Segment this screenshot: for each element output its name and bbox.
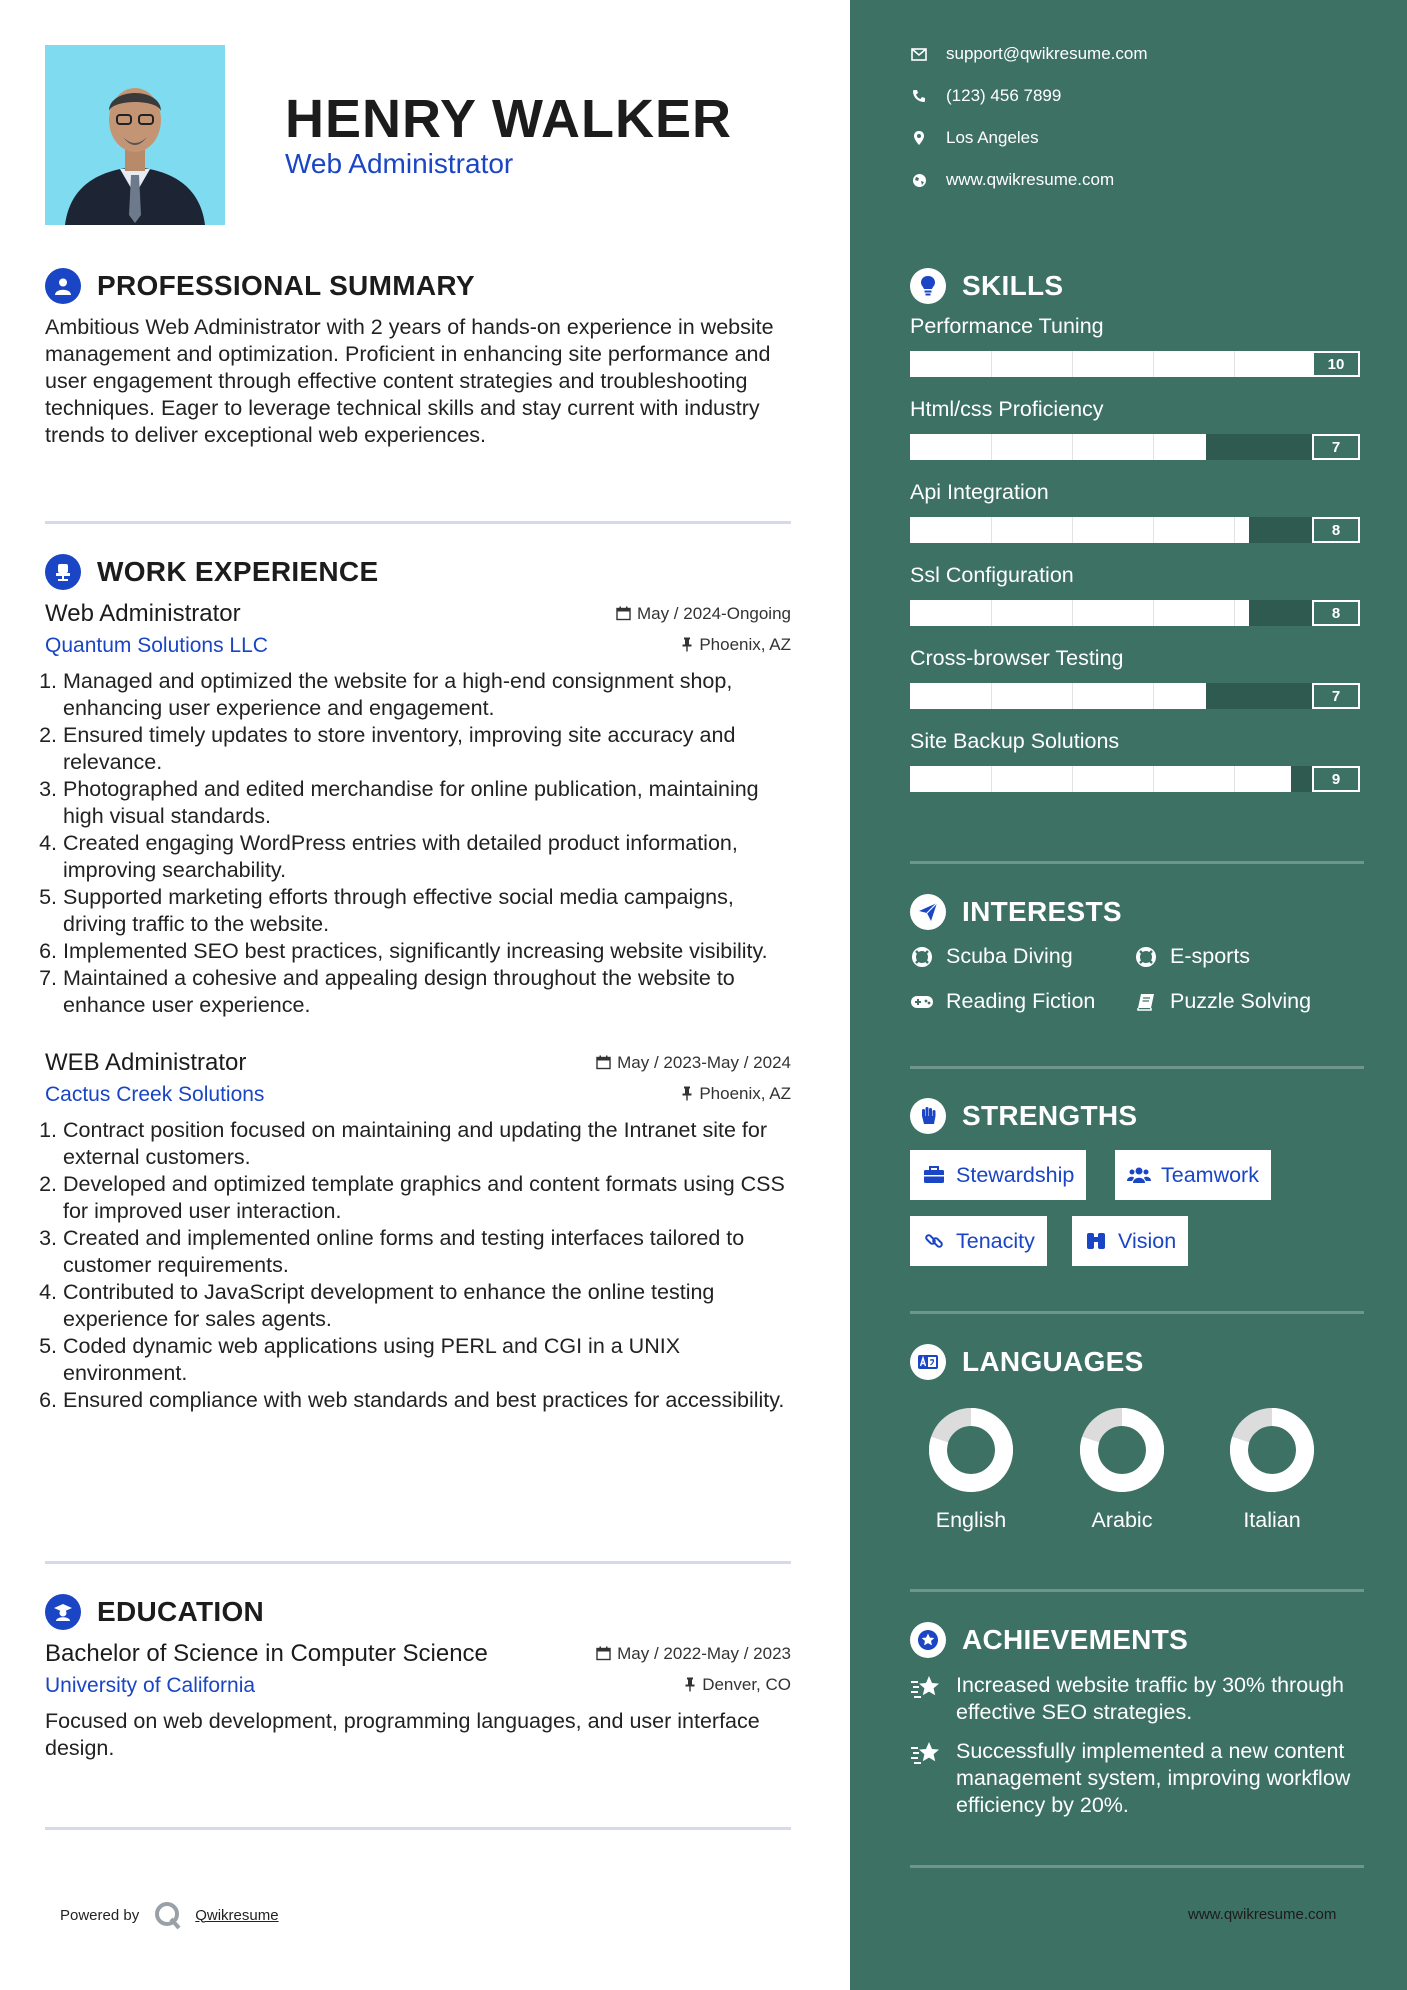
skill-item: [910, 397, 1364, 460]
divider: [910, 1865, 1364, 1868]
achievement-item: Successfully implemented a new content management system, improving workflow efficiency by 20%.: [910, 1738, 1364, 1819]
skill-level: 7: [1312, 434, 1360, 460]
skill-bar-segment: [991, 600, 992, 626]
job-title: Web Administrator: [45, 600, 241, 627]
skill-bar: [910, 600, 1360, 626]
skill-bar-segment: [991, 434, 992, 460]
job-location: Phoenix, AZ: [681, 1084, 791, 1104]
duty-item: 6. Ensured compliance with web standards and best practices for accessibility.: [63, 1387, 791, 1414]
duty-list: [45, 668, 791, 1019]
duty-item: 2. Ensured timely updates to store inventory, improving site accuracy and relevance.: [63, 722, 791, 776]
skill-bar-segment: [1234, 766, 1235, 792]
skill-bar-segment: [1072, 600, 1073, 626]
lightbulb-icon: [910, 268, 946, 304]
degree: Bachelor of Science in Computer Science: [45, 1640, 488, 1667]
contact-location: Los Angeles: [910, 128, 1039, 148]
language-item: [1217, 1405, 1327, 1533]
duty-item: 5. Supported marketing efforts through effective social media campaigns, driving traffic to the website.: [63, 884, 791, 938]
skill-bar-segment: [1234, 351, 1235, 377]
strength-badge: Stewardship: [910, 1150, 1086, 1200]
duty-item: 3. Photographed and edited merchandise for online publication, maintaining high visual standards.: [63, 776, 791, 830]
powered-by-label: Powered by: [60, 1906, 140, 1924]
skill-bar-segment: [991, 766, 992, 792]
language-donut: [1077, 1405, 1167, 1495]
duty-item: 1. Contract position focused on maintaining and updating the Intranet site for external customers.: [63, 1117, 791, 1171]
translate-icon: [910, 1344, 946, 1380]
job-dates: May / 2023-May / 2024: [596, 1053, 791, 1073]
duty-item: 4. Contributed to JavaScript development to enhance the online testing experience for sales agents.: [63, 1279, 791, 1333]
skill-name: Ssl Configuration: [910, 563, 1074, 587]
skill-level: 8: [1312, 600, 1360, 626]
job-entry: [45, 600, 791, 1019]
fist-icon: [910, 1098, 946, 1134]
briefcase-icon: [922, 1163, 946, 1187]
pin-icon: [681, 637, 693, 652]
skill-bar-segment: [991, 351, 992, 377]
skill-bar-segment: [1234, 600, 1235, 626]
school-name: University of California: [45, 1674, 256, 1697]
interest-item: Scuba Diving: [910, 944, 1073, 969]
map-marker-icon: [910, 129, 928, 147]
envelope-icon: [910, 45, 928, 63]
job-title: WEB Administrator: [45, 1049, 247, 1076]
summary-title: PROFESSIONAL SUMMARY: [97, 270, 475, 301]
skill-bar: [910, 766, 1360, 792]
footer-url[interactable]: www.qwikresume.com: [1188, 1906, 1337, 1923]
strength-badge: Vision: [1072, 1216, 1188, 1266]
qwikresume-logo-icon: [153, 1900, 183, 1930]
skill-item: [910, 480, 1364, 543]
duty-item: 1. Managed and optimized the website for a high-end consignment shop, enhancing user experience and engagement.: [63, 668, 791, 722]
calendar-icon: [616, 606, 631, 621]
education-text: Focused on web development, programming languages, and user interface design.: [45, 1709, 760, 1760]
language-item: [916, 1405, 1026, 1533]
skill-level: 9: [1312, 766, 1360, 792]
duty-item: 2. Developed and optimized template graphics and content formats using CSS for improved user interaction.: [63, 1171, 791, 1225]
skill-bar-fill: [910, 600, 1249, 626]
strengths-title: STRENGTHS: [962, 1100, 1138, 1131]
skill-item: [910, 729, 1364, 792]
language-donut: [1227, 1405, 1317, 1495]
education-title: EDUCATION: [97, 1596, 265, 1627]
skill-bar-segment: [1234, 517, 1235, 543]
language-label: Arabic: [1091, 1508, 1153, 1532]
skill-item: [910, 646, 1364, 709]
calendar-icon: [596, 1646, 611, 1661]
contact-email[interactable]: support@qwikresume.com: [910, 44, 1148, 64]
achievements-section: [910, 1620, 1364, 1819]
skill-level: 8: [1312, 517, 1360, 543]
divider: [910, 1311, 1364, 1314]
skill-bar-segment: [1153, 600, 1154, 626]
skill-name: Html/css Proficiency: [910, 397, 1104, 421]
skill-bar-fill: [910, 351, 1360, 377]
language-donut: [926, 1405, 1016, 1495]
skills-list: [910, 314, 1364, 792]
company-name: Quantum Solutions LLC: [45, 634, 268, 657]
skill-bar-segment: [1072, 683, 1073, 709]
summary-text: Ambitious Web Administrator with 2 years of hands-on experience in website management and optimization. Proficient in enhancing site performance and user engagement through effective content strategies and troubleshooting techniques. Eager to leverage technical skills and stay current with industry trends to deliver exceptional web experiences.: [45, 315, 774, 447]
divider: [910, 1066, 1364, 1069]
skill-name: Api Integration: [910, 480, 1049, 504]
experience-title: WORK EXPERIENCE: [97, 556, 379, 587]
interests-title: INTERESTS: [962, 896, 1122, 927]
divider: [910, 1589, 1364, 1592]
skills-section: [910, 266, 1364, 792]
skill-name: Site Backup Solutions: [910, 729, 1120, 753]
job-entry: [45, 1049, 791, 1414]
duty-list: [45, 1117, 791, 1414]
brand-link[interactable]: Qwikresume: [195, 1906, 279, 1924]
languages-title: LANGUAGES: [962, 1346, 1144, 1377]
job-dates: May / 2024-Ongoing: [616, 604, 791, 624]
graduate-icon: [45, 1594, 81, 1630]
education-location: Denver, CO: [684, 1675, 791, 1695]
duty-item: 5. Coded dynamic web applications using PERL and CGI in a UNIX environment.: [63, 1333, 791, 1387]
skill-level: 10: [1312, 351, 1360, 377]
skill-level: 7: [1312, 683, 1360, 709]
paper-plane-icon: [910, 894, 946, 930]
strength-badge: Tenacity: [910, 1216, 1047, 1266]
star-icon: [910, 1672, 942, 1704]
binoculars-icon: [1084, 1229, 1108, 1253]
divider: [45, 1561, 791, 1564]
phone-icon: [910, 87, 928, 105]
book-icon: [1134, 990, 1158, 1014]
link-icon: [922, 1229, 946, 1253]
skill-bar: [910, 434, 1360, 460]
achievement-item: Increased website traffic by 30% through effective SEO strategies.: [910, 1672, 1364, 1726]
strengths-section: [910, 1096, 1364, 1136]
candidate-name: HENRY WALKER: [285, 89, 733, 149]
achievements-title: ACHIEVEMENTS: [962, 1624, 1189, 1655]
summary-section: [45, 266, 791, 449]
candidate-role: Web Administrator: [285, 148, 514, 179]
skill-bar-segment: [1153, 434, 1154, 460]
skill-bar-segment: [1072, 351, 1073, 377]
contact-phone[interactable]: (123) 456 7899: [910, 86, 1061, 106]
job-location: Phoenix, AZ: [681, 635, 791, 655]
interest-item: Reading Fiction: [910, 989, 1095, 1014]
gamepad-icon: [910, 990, 934, 1014]
skill-item: [910, 563, 1364, 626]
chair-icon: [45, 554, 81, 590]
duty-item: 4. Created engaging WordPress entries with detailed product information, improving searchability.: [63, 830, 791, 884]
interest-item: Puzzle Solving: [1134, 989, 1311, 1014]
powered-by: [60, 1900, 279, 1930]
skill-bar: [910, 517, 1360, 543]
divider: [910, 861, 1364, 864]
profile-photo: [45, 45, 225, 225]
divider: [45, 521, 791, 524]
star-icon: [910, 1738, 942, 1770]
skill-bar-segment: [1153, 766, 1154, 792]
duty-item: 3. Created and implemented online forms and testing interfaces tailored to customer requirements.: [63, 1225, 791, 1279]
pin-icon: [684, 1677, 696, 1692]
calendar-icon: [596, 1055, 611, 1070]
language-item: [1067, 1405, 1177, 1533]
skill-bar-segment: [1153, 351, 1154, 377]
language-label: English: [935, 1508, 1007, 1532]
interest-item: E-sports: [1134, 944, 1250, 969]
globe-icon: [910, 171, 928, 189]
contact-website[interactable]: www.qwikresume.com: [910, 170, 1114, 190]
user-icon: [45, 268, 81, 304]
skill-bar: [910, 351, 1360, 377]
skill-name: Performance Tuning: [910, 314, 1104, 338]
skill-bar-segment: [1153, 683, 1154, 709]
skill-item: [910, 314, 1364, 377]
life-ring-icon: [1134, 945, 1158, 969]
language-label: Italian: [1243, 1508, 1301, 1532]
experience-section: [45, 552, 791, 1414]
users-icon: [1127, 1163, 1151, 1187]
duty-item: 7. Maintained a cohesive and appealing design throughout the website to enhance user experience.: [63, 965, 791, 1019]
skill-name: Cross-browser Testing: [910, 646, 1124, 670]
skill-bar-fill: [910, 517, 1249, 543]
duty-item: 6. Implemented SEO best practices, significantly increasing website visibility.: [63, 938, 791, 965]
skill-bar-fill: [910, 434, 1206, 460]
strength-badge: Teamwork: [1115, 1150, 1271, 1200]
divider: [45, 1827, 791, 1830]
company-name: Cactus Creek Solutions: [45, 1083, 265, 1106]
star-badge-icon: [910, 1622, 946, 1658]
languages-section: [910, 1342, 1364, 1382]
skill-bar-segment: [1153, 517, 1154, 543]
skill-bar-segment: [1072, 766, 1073, 792]
education-dates: May / 2022-May / 2023: [596, 1644, 791, 1664]
skill-bar-segment: [991, 683, 992, 709]
education-section: [45, 1592, 791, 1762]
pin-icon: [681, 1086, 693, 1101]
interests-section: [910, 892, 1364, 1034]
skill-bar-segment: [991, 517, 992, 543]
skill-bar-segment: [1072, 434, 1073, 460]
skill-bar-fill: [910, 683, 1206, 709]
skill-bar: [910, 683, 1360, 709]
skills-title: SKILLS: [962, 270, 1064, 301]
skill-bar-segment: [1072, 517, 1073, 543]
life-ring-icon: [910, 945, 934, 969]
